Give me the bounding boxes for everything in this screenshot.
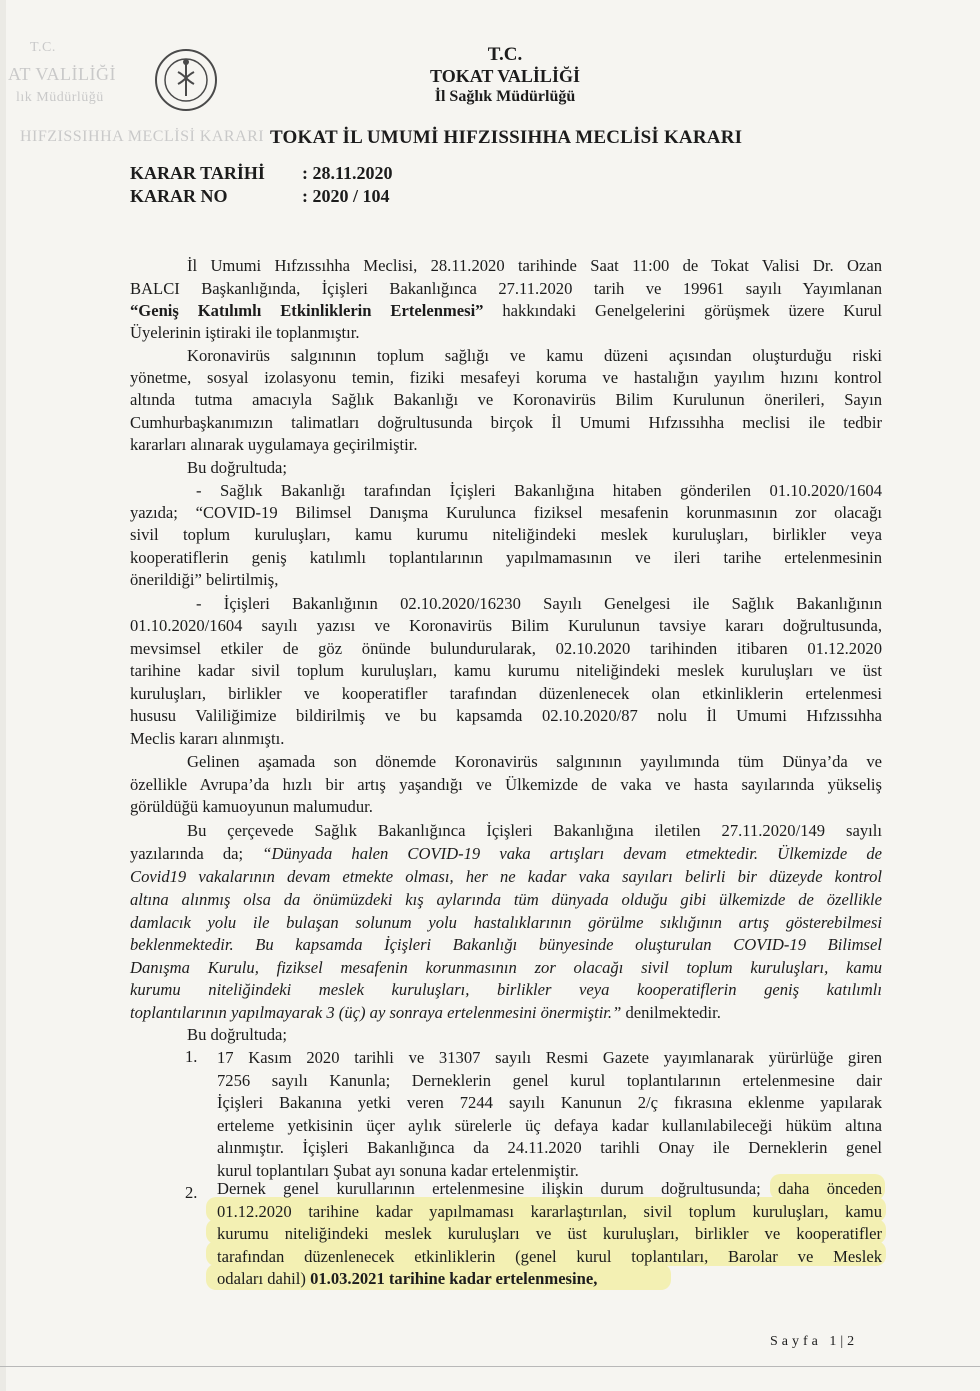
- deadline-text: 01.03.2021 tarihine kadar ertelenmesine,: [310, 1269, 598, 1288]
- body-line: Bu doğrultuda;: [187, 458, 288, 477]
- body-line: mevsimsel etkiler de göz önünde bulundurularak, 02.10.2020 tarihinden itibaren 01.12.2020: [130, 639, 882, 658]
- decision-date: [130, 163, 393, 184]
- list-item-line: 7256 sayılı Kanunla; Derneklerin genel kurul toplantılarının ertelenmesine dair: [217, 1071, 882, 1090]
- body-line: Gelinen aşamada son dönemde Koronavirüs salgınının yayılımında tüm Dünya’da ve: [187, 752, 882, 771]
- body-line: - İçişleri Bakanlığının 02.10.2020/16230 Sayılı Genelgesi ile Sağlık Bakanlığının: [196, 594, 882, 613]
- list-number: 1.: [185, 1047, 198, 1066]
- list-item-line: alınmıştır. İçişleri Bakanlığınca da 24.11.2020 tarihli Onay ile Derneklerin genel: [217, 1138, 882, 1157]
- body-line: özellikle Avrupa’da hızlı bir artış yaşandığı ve Ülkemizde de vaka ve hasta sayılarında yükseliş: [130, 775, 882, 794]
- body-line: Üyelerinin iştiraki ile toplanmıştır.: [130, 323, 360, 342]
- body-line: sivil toplum kuruluşları, kamu kurumu niteliğindeki meslek kuruluşları, birlikler veya: [130, 525, 882, 544]
- decision-date-value: : 28.11.2020: [302, 163, 393, 183]
- body-line: [130, 300, 882, 322]
- decision-number: [130, 186, 390, 207]
- body-line: [130, 1002, 882, 1024]
- document-title: TOKAT İL UMUMİ HIFZISSIHHA MECLİSİ KARARI: [270, 127, 743, 148]
- body-line: kuruluşları, birlikler ve kooperatifler tarafından düzenlenecek olan etkinliklerin ertelenmesi: [130, 684, 882, 703]
- body-line: hususu Valiliğimize bildirilmiş ve bu kapsamda 02.10.2020/87 nolu İl Umumi Hıfzıssıhha: [130, 706, 882, 725]
- body-line: - Sağlık Bakanlığı tarafından İçişleri Bakanlığına hitaben gönderilen 01.10.2020/1604: [196, 481, 882, 500]
- decision-number-value: : 2020 / 104: [302, 186, 390, 206]
- body-line: görüldüğü kamuoyunun malumudur.: [130, 797, 373, 816]
- list-item-line: kurumu niteliğindeki meslek kuruluşları ve üst kuruluşları, birlikler ve kooperatifler: [217, 1224, 882, 1243]
- body-line-text: yazılarında da;: [130, 844, 244, 863]
- body-line: BALCI Başkanlığında, İçişleri Bakanlığınca 27.11.2020 tarih ve 19961 sayılı Yayımlanan: [130, 279, 882, 298]
- scan-bottom-edge: [0, 1366, 980, 1367]
- list-item-line: kurul toplantıları Şubat ayı sonuna kadar ertelenmiştir.: [217, 1161, 579, 1180]
- body-line: yönetme, sosyal izolasyonu temin, fiziki mesafeyi koruma ve hastalığın yayılım hızını kontrol: [130, 368, 882, 387]
- quoted-line: altına alınmış olsa da önümüzdeki kış aylarında tüm dünyada olduğu gibi ülkemizde de özellikle: [130, 890, 882, 909]
- ministry-logo-icon: [150, 44, 222, 116]
- list-item-line: erteleme yetkisinin üçer aylık sürelerle üç defaya kadar kullanılabileceği hüküm altına: [217, 1116, 882, 1135]
- list-item-line: [217, 1268, 882, 1290]
- quoted-line: kurumu niteliğindeki meslek kuruluşları, birlikler veya kooperatiflerin geniş katılımlı: [130, 980, 882, 999]
- body-line-text: hakkındaki Genelgelerini görüşmek üzere Kurul: [502, 301, 882, 320]
- list-number: 2.: [185, 1183, 198, 1202]
- decision-date-label: KARAR TARİHİ: [130, 163, 265, 183]
- list-item-line: İçişleri Bakanına yetki veren 7244 sayılı Kanunun 2/ç fıkrasına eklenme yapılarak: [217, 1093, 882, 1112]
- ghost-text: T.C.: [30, 40, 56, 55]
- body-line: Koronavirüs salgınının toplum sağlığı ve kamu düzeni açısından oluşturduğu riski: [187, 346, 882, 365]
- body-line: tarihine kadar sivil toplum kuruluşları, kamu kurumu niteliğindeki meslek kuruluşları ve üst: [130, 661, 882, 680]
- body-line: [130, 843, 882, 865]
- header-tc: T.C.: [487, 44, 523, 65]
- body-line: İl Umumi Hıfzıssıhha Meclisi, 28.11.2020 tarihinde Saat 11:00 de Tokat Valisi Dr. Ozan: [187, 256, 882, 275]
- ghost-text: AT VALİLİĞİ: [8, 64, 116, 84]
- list-item-line: Dernek genel kurullarının ertelenmesine ilişkin durum doğrultusunda; daha önceden: [217, 1179, 882, 1198]
- body-line: 01.10.2020/1604 sayılı yazısı ve Koronavirüs Bilim Kurulunun tavsiye kararı doğrultusunda,: [130, 616, 882, 635]
- decision-number-label: KARAR NO: [130, 186, 228, 206]
- list-item-line: tarafından düzenlenecek etkinliklerin (genel kurul toplantıları, Barolar ve Meslek: [217, 1247, 882, 1266]
- list-item-text: odaları dahil): [217, 1269, 311, 1288]
- quoted-text: “Dünyada halen COVID-19 vaka artışları devam etmektedir. Ülkemizde de: [262, 844, 882, 863]
- list-item-line: 17 Kasım 2020 tarihli ve 31307 sayılı Resmi Gazete yayımlanarak yürürlüğe giren: [217, 1048, 882, 1067]
- body-line: Bu doğrultuda;: [187, 1025, 288, 1044]
- body-line: Meclis kararı alınmıştı.: [130, 729, 285, 748]
- body-line: kararları alınarak uygulamaya geçirilmiştir.: [130, 435, 418, 454]
- header-governorship: TOKAT VALİLİĞİ: [430, 66, 580, 86]
- quoted-line: beklenmektedir. Bu kapsamda İçişleri Bakanlığı bünyesinde oluşturulan COVID-19 Bilimsel: [130, 935, 882, 954]
- scan-edge: [0, 0, 6, 1391]
- quoted-line: Covid19 vakalarının devam etmekte olması, her ne kadar vaka sayıları belirli bir düzeyde kontrol: [130, 867, 882, 886]
- body-line: Cumhurbaşkanımızın talimatları doğrultusunda birçok İl Umumi Hıfzıssıhha meclisi ile tedbir: [130, 413, 882, 432]
- body-line: kooperatiflerin geniş katılımlı toplantılarının yapılmamasının ve ileri tarihe ertelenmesinin: [130, 548, 882, 567]
- quoted-text: toplantılarının yapılmayarak 3 (üç) ay sonraya ertelenmesini önermiştir.”: [130, 1003, 622, 1022]
- quoted-line: damlacık yolu ile bulaşan solunum yolu hastalıklarının görülme sıklığının artış gösterebilmesi: [130, 913, 882, 932]
- ghost-text: HIFZISSIHHA MECLİSİ KARARI: [20, 128, 265, 145]
- body-line-text: denilmektedir.: [621, 1003, 721, 1022]
- body-line: Bu çerçevede Sağlık Bakanlığınca İçişleri Bakanlığına iletilen 27.11.2020/149 sayılı: [187, 821, 882, 840]
- circular-title: “Geniş Katılımlı Etkinliklerin Ertelenmesi”: [130, 301, 484, 320]
- body-line: yazıda; “COVID-19 Bilimsel Danışma Kurulunca fiziksel mesafenin korunmasının zor olacağı: [130, 503, 882, 522]
- body-line: önerildiği” belirtilmiş,: [130, 570, 279, 589]
- header-directorate: İl Sağlık Müdürlüğü: [434, 88, 576, 105]
- body-line: altında tutma amacıyla Sağlık Bakanlığı ve Koronavirüs Bilim Kurulunun önerileri, Sayın: [130, 390, 882, 409]
- list-item-line: 01.12.2020 tarihine kadar yapılmaması kararlaştırılan, sivil toplum kuruluşları, kamu: [217, 1202, 882, 1221]
- page-number: Sayfa 1|2: [770, 1334, 859, 1349]
- quoted-line: Danışma Kurulu, fiziksel mesafenin korunmasının zor olacağı sivil toplum kuruluşları, kamu: [130, 958, 882, 977]
- ghost-text: lık Müdürlüğü: [16, 90, 104, 105]
